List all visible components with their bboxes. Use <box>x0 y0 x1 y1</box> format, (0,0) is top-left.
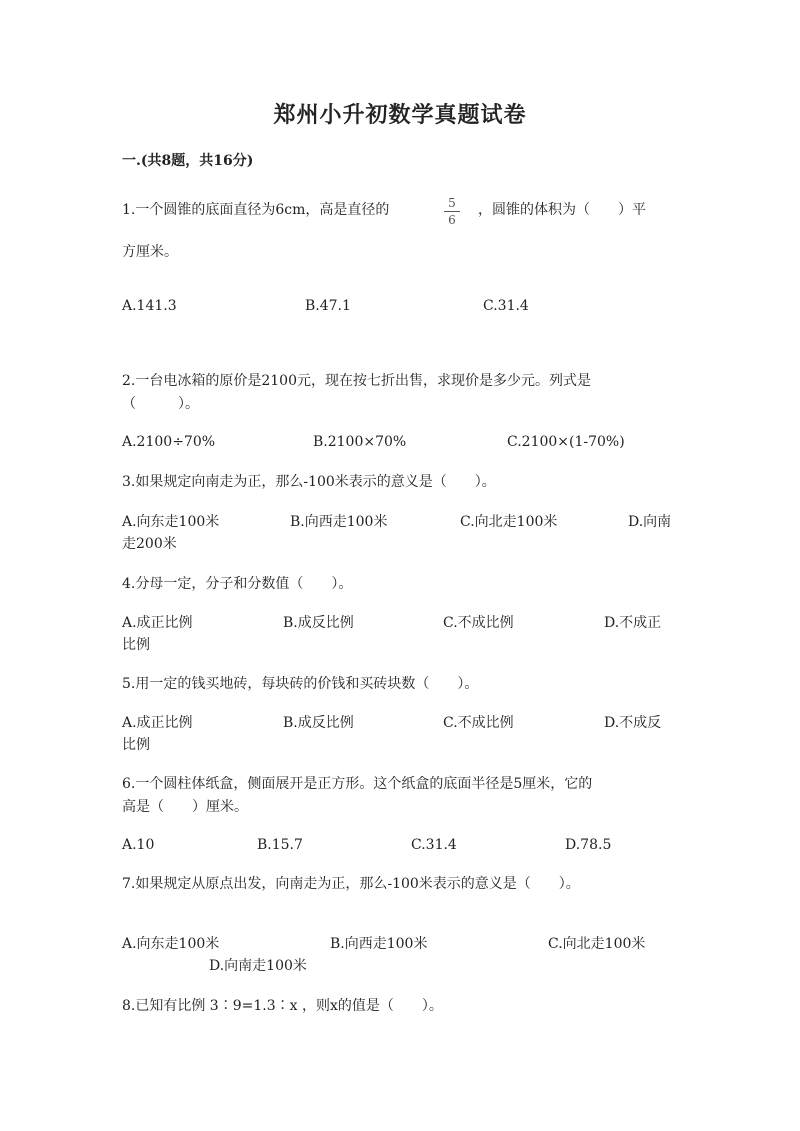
question-3-option-wrap: 走200米 <box>122 536 177 552</box>
question-6-option-d: D.78.5 <box>565 837 612 853</box>
question-5-line1: 5.用一定的钱买地砖，每块砖的价钱和买砖块数（ ）。 <box>122 676 479 692</box>
question-5-option-wrap: 比例 <box>122 737 150 753</box>
question-7-option-c: C.向北走100米 <box>548 936 646 952</box>
fraction-denominator: 6 <box>448 213 456 227</box>
fraction-bar <box>444 211 460 212</box>
question-2-option-a: A.2100÷70% <box>122 434 216 450</box>
question-6-option-a: A.10 <box>122 837 155 853</box>
question-4-option-d: D.不成正 <box>604 615 662 631</box>
question-4-option-wrap: 比例 <box>122 637 150 653</box>
question-3-option-b: B.向西走100米 <box>290 514 388 530</box>
question-1-option-a: A.141.3 <box>122 298 177 314</box>
question-5-option-c: C.不成比例 <box>443 715 514 731</box>
question-2-line1: 2.一台电冰箱的原价是2100元，现在按七折出售，求现价是多少元。列式是 <box>122 373 591 389</box>
question-3-option-a: A.向东走100米 <box>122 514 220 530</box>
question-6-line1: 6.一个圆柱体纸盒，侧面展开是正方形。这个纸盒的底面半径是5厘米，它的 <box>122 776 593 792</box>
question-1-line1b: ，圆锥的体积为（ ）平 <box>478 202 646 218</box>
question-5-option-b: B.成反比例 <box>283 715 354 731</box>
question-2-option-b: B.2100×70% <box>313 434 407 450</box>
question-7-option-b: B.向西走100米 <box>330 936 428 952</box>
question-1-line1a: 1.一个圆锥的底面直径为6cm，高是直径的 <box>122 202 390 218</box>
question-4-option-b: B.成反比例 <box>283 615 354 631</box>
question-6-line2: 高是（ ）厘米。 <box>122 799 248 815</box>
question-5-option-a: A.成正比例 <box>122 715 193 731</box>
question-2-line2: （ ）。 <box>122 396 199 412</box>
question-8-line1: 8.已知有比例 3∶9=1.3∶x ，则x的值是（ ）。 <box>122 998 443 1014</box>
question-5-option-d: D.不成反 <box>604 715 662 731</box>
question-4-option-a: A.成正比例 <box>122 615 193 631</box>
question-7-line1: 7.如果规定从原点出发，向南走为正，那么-100米表示的意义是（ ）。 <box>122 876 580 892</box>
question-1-option-c: C.31.4 <box>483 298 529 314</box>
question-7-option-a: A.向东走100米 <box>122 936 220 952</box>
question-3-line1: 3.如果规定向南走为正，那么-100米表示的意义是（ ）。 <box>122 474 496 490</box>
question-3-option-c: C.向北走100米 <box>460 514 558 530</box>
question-4-line1: 4.分母一定，分子和分数值（ ）。 <box>122 576 353 592</box>
question-1-line2: 方厘米。 <box>122 244 178 260</box>
question-4-option-c: C.不成比例 <box>443 615 514 631</box>
question-1-fraction <box>444 196 460 227</box>
section-heading: 一.(共8题，共16分) <box>122 153 254 169</box>
page-title: 郑州小升初数学真题试卷 <box>273 102 527 128</box>
question-3-option-d: D.向南 <box>628 514 672 530</box>
question-7-option-d: D.向南走100米 <box>209 958 307 974</box>
fraction-numerator: 5 <box>448 196 456 210</box>
question-6-option-c: C.31.4 <box>411 837 457 853</box>
question-2-option-c: C.2100×(1-70%) <box>507 434 625 450</box>
question-6-option-b: B.15.7 <box>257 837 303 853</box>
question-1-option-b: B.47.1 <box>305 298 351 314</box>
